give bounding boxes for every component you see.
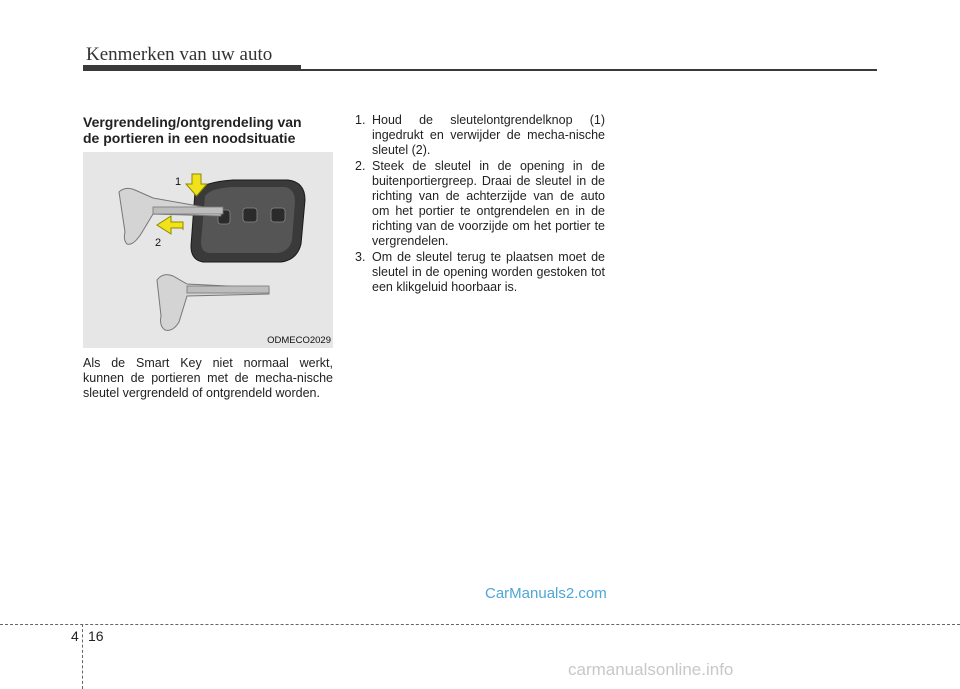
- step-text: Houd de sleutelontgrendelknop (1) ingedrukt en verwijder de mecha-nische sleutel (2).: [372, 113, 605, 157]
- step-number: 2.: [355, 159, 366, 173]
- watermark-link[interactable]: CarManuals2.com: [485, 585, 607, 602]
- smart-key-figure: [83, 152, 333, 348]
- footer-rule: [0, 624, 960, 625]
- key-blade-lower: [187, 286, 269, 293]
- step-number: 1.: [355, 113, 366, 127]
- header-rule-thin: [301, 69, 877, 71]
- intro-paragraph: Als de Smart Key niet normaal werkt, kunnen de portieren met de mecha-nische sleutel vergrendeld of ontgrendeld worden.: [83, 356, 333, 400]
- callout-2: 2: [155, 237, 162, 249]
- section-heading-line1: Vergrendeling/ontgrendeling van: [83, 114, 302, 130]
- step-text: Om de sleutel terug te plaatsen moet de sleutel in de opening worden gestoken tot een klikgeluid hoorbaar is.: [372, 250, 605, 294]
- list-item: [355, 159, 605, 249]
- section-heading-line2: de portieren in een noodsituatie: [83, 130, 296, 146]
- figure-code: ODMECO2029: [267, 335, 331, 346]
- list-item: [355, 113, 605, 158]
- footer-divider: [82, 624, 83, 689]
- key-blade-upper: [153, 207, 223, 214]
- smart-key-illustration: [83, 152, 333, 348]
- site-watermark: carmanualsonline.info: [568, 660, 734, 679]
- callout-1: 1: [175, 176, 182, 188]
- step-number: 3.: [355, 250, 366, 264]
- header-title: Kenmerken van uw auto: [86, 44, 273, 65]
- steps-list: [355, 113, 605, 296]
- header-rule-thick: [83, 65, 301, 71]
- list-item: [355, 250, 605, 295]
- page-number: 16: [88, 628, 104, 644]
- section-heading: [83, 114, 333, 146]
- unlock-button-icon: [271, 208, 285, 222]
- lock-button-icon: [243, 208, 257, 222]
- chapter-number: 4: [71, 628, 79, 644]
- step-text: Steek de sleutel in de opening in de buitenportiergreep. Draai de sleutel in de richting van de achterzijde van de auto om het portier te ontgrendelen en in de richting van de voorzijde om het portier te vergrendelen.: [372, 159, 605, 248]
- arrow-pull-icon: [157, 216, 183, 234]
- mechanical-key-lower: [157, 275, 269, 331]
